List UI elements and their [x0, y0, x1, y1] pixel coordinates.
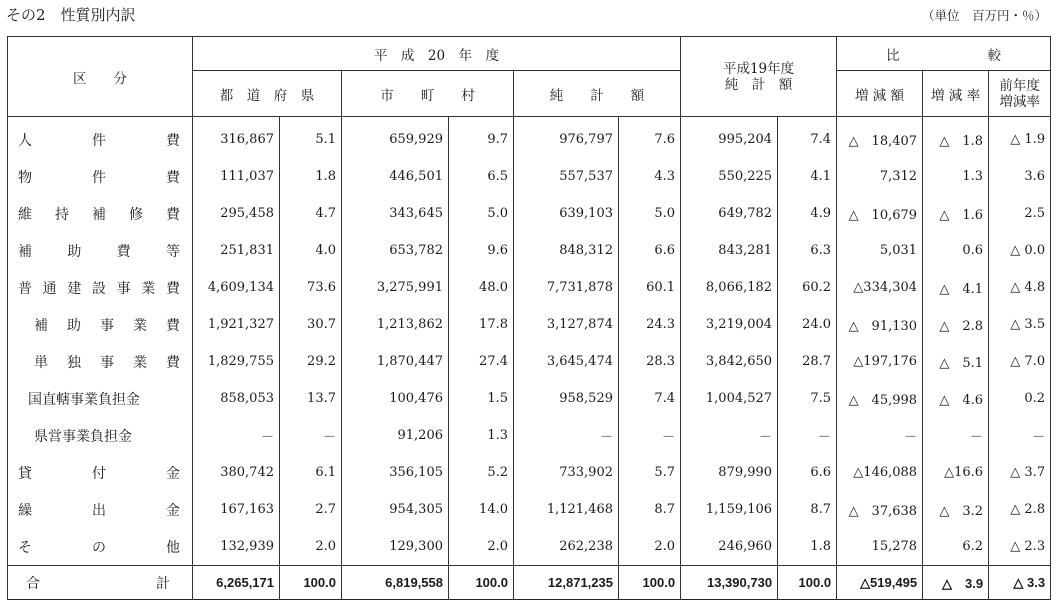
cell: 1.8	[778, 528, 837, 566]
cell: 653,782	[342, 232, 449, 269]
row-label-char: 業	[133, 354, 147, 371]
row-label-char: 建	[67, 280, 82, 297]
cell: 446,501	[342, 158, 449, 195]
row-label-char: 出	[92, 502, 106, 519]
cell: 7,312	[837, 158, 923, 195]
cell: 659,929	[342, 117, 449, 159]
row-label-char: 費	[165, 280, 180, 297]
cell: 6.6	[619, 232, 681, 269]
cell: 60.2	[778, 269, 837, 306]
cell: 995,204	[681, 117, 778, 159]
cell: 91,206	[342, 417, 449, 454]
row-label-char: 合	[26, 575, 40, 592]
cell: 132,939	[193, 528, 280, 566]
cell: 1.3	[923, 158, 989, 195]
cell: －	[778, 417, 837, 454]
category-header: 区 分	[8, 37, 193, 117]
cell: 1,121,468	[514, 491, 619, 528]
section-heading: その2 性質別内訳	[6, 6, 136, 24]
row-label-char: の	[92, 539, 106, 556]
cell: 295,458	[193, 195, 280, 232]
cell: 27.4	[449, 343, 514, 380]
row-label	[8, 528, 193, 566]
row-label	[8, 566, 193, 600]
cell: 5.1	[280, 117, 342, 159]
cell: 5,031	[837, 232, 923, 269]
cell: 550,225	[681, 158, 778, 195]
row-label-char: 物	[18, 169, 32, 186]
cell: △ 2.8	[989, 491, 1051, 528]
cell: 100.0	[619, 566, 681, 600]
row-label-char: 単	[34, 354, 48, 371]
cell: 858,053	[193, 380, 280, 417]
year19-header-line2: 純 計 額	[724, 76, 793, 93]
table-row	[8, 417, 1051, 454]
cell: 15,278	[837, 528, 923, 566]
cell: △ 2.3	[989, 528, 1051, 566]
cell: 976,797	[514, 117, 619, 159]
table-body	[8, 117, 1051, 600]
row-label-char: 通	[42, 280, 57, 297]
cell: 1,159,106	[681, 491, 778, 528]
cell: 48.0	[449, 269, 514, 306]
cell: 8,066,182	[681, 269, 778, 306]
table-row	[8, 491, 1051, 528]
cell: 5.7	[619, 454, 681, 491]
row-label-char: 事	[100, 317, 114, 334]
cell: 4.9	[778, 195, 837, 232]
cell: 1,870,447	[342, 343, 449, 380]
row-label	[8, 454, 193, 491]
row-label-char: 維	[18, 206, 32, 223]
prev-rate-header-line2: 増減率	[999, 93, 1040, 110]
cell: 6.2	[923, 528, 989, 566]
cell: 3,219,004	[681, 306, 778, 343]
cell: 3,275,991	[342, 269, 449, 306]
cell: 111,037	[193, 158, 280, 195]
cell: 848,312	[514, 232, 619, 269]
cell: －	[514, 417, 619, 454]
cell: 343,645	[342, 195, 449, 232]
row-label-char: 費	[166, 354, 180, 371]
cell: 2.0	[280, 528, 342, 566]
row-label-char: 費	[166, 169, 180, 186]
cell: 7,731,878	[514, 269, 619, 306]
prev-rate-header	[989, 71, 1051, 117]
cell: 3,127,874	[514, 306, 619, 343]
cell: △ 3.7	[989, 454, 1051, 491]
cell: 5.2	[449, 454, 514, 491]
cell: △ 3.2	[923, 491, 989, 528]
cell: △ 1.8	[923, 117, 989, 159]
cell: －	[989, 417, 1051, 454]
cell: 8.7	[619, 491, 681, 528]
row-label-char: 助	[67, 243, 82, 260]
cell: △ 1.9	[989, 117, 1051, 159]
cell: 954,305	[342, 491, 449, 528]
row-label-char: 助	[67, 317, 81, 334]
cell: －	[193, 417, 280, 454]
cell: 4.1	[778, 158, 837, 195]
cell: 246,960	[681, 528, 778, 566]
row-label	[8, 380, 193, 417]
cell: 958,529	[514, 380, 619, 417]
prev-rate-header-line1: 前年度	[999, 77, 1040, 94]
cell: 73.6	[280, 269, 342, 306]
compare-header	[837, 37, 1051, 71]
cell: △16.6	[923, 454, 989, 491]
cell: 0.2	[989, 380, 1051, 417]
compare-header-right: 較	[987, 47, 1002, 64]
cell: 879,990	[681, 454, 778, 491]
cell: 3,645,474	[514, 343, 619, 380]
cell: △197,176	[837, 343, 923, 380]
row-label-char: 他	[166, 539, 180, 556]
cell: △ 45,998	[837, 380, 923, 417]
cell: △ 37,638	[837, 491, 923, 528]
cell: △ 18,407	[837, 117, 923, 159]
row-label-char: 県営事業負担金	[34, 428, 132, 445]
cell: △ 3.5	[989, 306, 1051, 343]
cell: 557,537	[514, 158, 619, 195]
cell: 6.6	[778, 454, 837, 491]
diff-header: 増 減 額	[837, 71, 923, 117]
cell: 649,782	[681, 195, 778, 232]
table-row	[8, 343, 1051, 380]
cell: △146,088	[837, 454, 923, 491]
cell: 8.7	[778, 491, 837, 528]
table-row	[8, 232, 1051, 269]
cell: 380,742	[193, 454, 280, 491]
cell: －	[837, 417, 923, 454]
row-label-char: 独	[67, 354, 81, 371]
row-label-char: 等	[165, 243, 180, 260]
cell: 6,819,558	[342, 566, 449, 600]
row-label-char: 付	[92, 465, 106, 482]
cell: 356,105	[342, 454, 449, 491]
cell: △ 3.9	[923, 566, 989, 600]
row-label-char: 計	[156, 575, 170, 592]
cell: 2.0	[449, 528, 514, 566]
cell: 13.7	[280, 380, 342, 417]
cell: 5.0	[449, 195, 514, 232]
cell: △ 1.6	[923, 195, 989, 232]
row-label-char: 国直轄事業負担金	[28, 391, 140, 408]
cell: 4.7	[280, 195, 342, 232]
table-row	[8, 306, 1051, 343]
cell: 0.6	[923, 232, 989, 269]
cell: 167,163	[193, 491, 280, 528]
row-label-char: 繰	[18, 502, 32, 519]
rate-header: 増 減 率	[923, 71, 989, 117]
cell: 1,921,327	[193, 306, 280, 343]
cell: △ 2.8	[923, 306, 989, 343]
cell: 100.0	[449, 566, 514, 600]
row-label-char: 業	[141, 280, 156, 297]
row-label-char: 普	[18, 280, 32, 297]
cell: △334,304	[837, 269, 923, 306]
row-label-char: 費	[166, 206, 180, 223]
table-row	[8, 158, 1051, 195]
cell: 6.1	[280, 454, 342, 491]
row-label	[8, 491, 193, 528]
row-label-char: 補	[18, 243, 32, 260]
cell: △ 3.3	[989, 566, 1051, 600]
unit-note: （単位 百万円・％）	[921, 8, 1047, 23]
cell: －	[619, 417, 681, 454]
cell: 9.7	[449, 117, 514, 159]
cell: △ 10,679	[837, 195, 923, 232]
row-label-char: 費	[166, 132, 180, 149]
cell: 2.5	[989, 195, 1051, 232]
net-header: 純 計 額	[514, 71, 681, 117]
city-header: 市 町 村	[342, 71, 514, 117]
cell: △ 5.1	[923, 343, 989, 380]
cell: －	[280, 417, 342, 454]
cell: 1.3	[449, 417, 514, 454]
cell: 28.7	[778, 343, 837, 380]
cell: △ 0.0	[989, 232, 1051, 269]
row-label-char: 人	[18, 132, 32, 149]
cell: 100.0	[778, 566, 837, 600]
row-label	[8, 269, 193, 306]
cell: 100,476	[342, 380, 449, 417]
cell: 24.0	[778, 306, 837, 343]
table-row	[8, 195, 1051, 232]
cell: 6.5	[449, 158, 514, 195]
cell: △ 4.8	[989, 269, 1051, 306]
cell: 4.3	[619, 158, 681, 195]
table-row	[8, 528, 1051, 566]
compare-header-left: 比	[886, 47, 900, 64]
cell: 12,871,235	[514, 566, 619, 600]
row-label-char: 貸	[18, 465, 32, 482]
row-label-char: 件	[92, 169, 106, 186]
cell: △ 4.1	[923, 269, 989, 306]
year19-header	[681, 37, 837, 117]
cell: 17.8	[449, 306, 514, 343]
row-label	[8, 195, 193, 232]
cell: 1,829,755	[193, 343, 280, 380]
expenditure-table	[7, 36, 1051, 600]
cell: 2.7	[280, 491, 342, 528]
cell: 4,609,134	[193, 269, 280, 306]
row-label	[8, 158, 193, 195]
row-label-char: 金	[166, 465, 180, 482]
cell: △ 7.0	[989, 343, 1051, 380]
cell: 1.5	[449, 380, 514, 417]
cell: 251,831	[193, 232, 280, 269]
cell: 7.5	[778, 380, 837, 417]
cell: 1,004,527	[681, 380, 778, 417]
table-row	[8, 117, 1051, 159]
cell: 6,265,171	[193, 566, 280, 600]
table-row	[8, 380, 1051, 417]
cell: 4.0	[280, 232, 342, 269]
row-label-char: 事	[100, 354, 114, 371]
row-label-char: 持	[55, 206, 69, 223]
cell: 262,238	[514, 528, 619, 566]
row-label-char: 業	[133, 317, 147, 334]
row-label-char: 件	[92, 132, 106, 149]
cell: －	[923, 417, 989, 454]
cell: 733,902	[514, 454, 619, 491]
row-label-char: 補	[92, 206, 106, 223]
cell: 5.0	[619, 195, 681, 232]
year20-header: 平 成 20 年 度	[193, 37, 681, 71]
row-label	[8, 417, 193, 454]
cell: 60.1	[619, 269, 681, 306]
total-row	[8, 566, 1051, 600]
cell: 3.6	[989, 158, 1051, 195]
row-label-char: 費	[116, 243, 131, 260]
row-label-char: 修	[129, 206, 143, 223]
row-label-char: 金	[166, 502, 180, 519]
cell: 843,281	[681, 232, 778, 269]
cell: 129,300	[342, 528, 449, 566]
cell: 316,867	[193, 117, 280, 159]
cell: 13,390,730	[681, 566, 778, 600]
cell: 1.8	[280, 158, 342, 195]
row-label-char: 事	[116, 280, 131, 297]
row-label-char: 補	[34, 317, 48, 334]
cell: 24.3	[619, 306, 681, 343]
table-row	[8, 454, 1051, 491]
cell: 2.0	[619, 528, 681, 566]
cell: △ 91,130	[837, 306, 923, 343]
cell: 7.4	[778, 117, 837, 159]
cell: 9.6	[449, 232, 514, 269]
row-label	[8, 306, 193, 343]
cell: 30.7	[280, 306, 342, 343]
row-label-char: 設	[91, 280, 106, 297]
cell: 14.0	[449, 491, 514, 528]
row-label-char: そ	[18, 539, 32, 556]
cell: △519,495	[837, 566, 923, 600]
table-row	[8, 269, 1051, 306]
cell: 3,842,650	[681, 343, 778, 380]
cell: －	[681, 417, 778, 454]
cell: △ 4.6	[923, 380, 989, 417]
row-label-char: 費	[166, 317, 180, 334]
cell: 7.4	[619, 380, 681, 417]
cell: 639,103	[514, 195, 619, 232]
cell: 100.0	[280, 566, 342, 600]
cell: 29.2	[280, 343, 342, 380]
cell: 7.6	[619, 117, 681, 159]
row-label	[8, 117, 193, 159]
year19-header-line1: 平成19年度	[722, 60, 795, 77]
pref-header: 都 道 府 県	[193, 71, 342, 117]
row-label	[8, 343, 193, 380]
cell: 28.3	[619, 343, 681, 380]
cell: 6.3	[778, 232, 837, 269]
cell: 1,213,862	[342, 306, 449, 343]
row-label	[8, 232, 193, 269]
